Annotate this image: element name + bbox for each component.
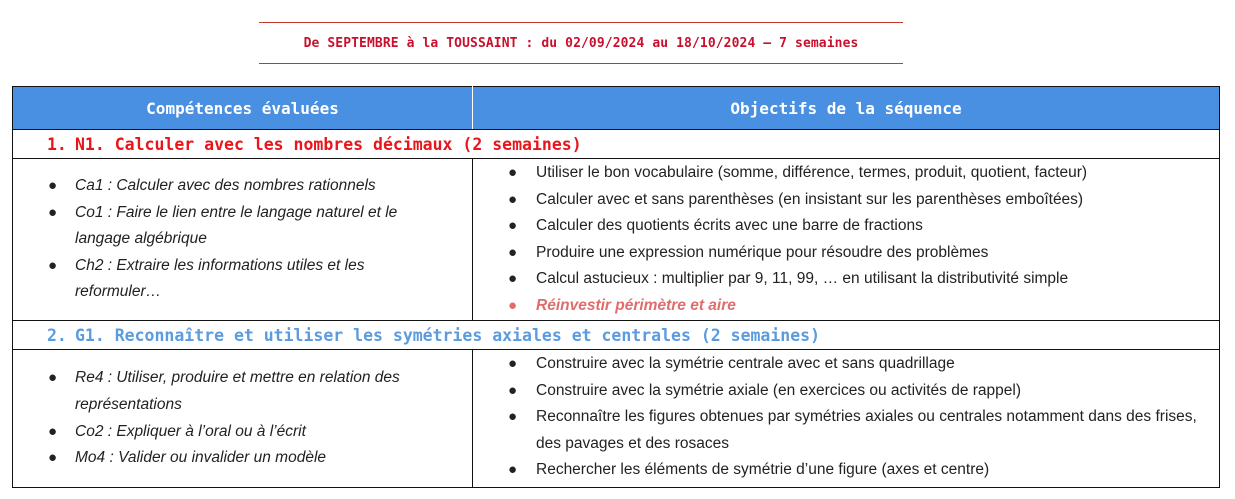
list-item: ● Calcul astucieux : multiplier par 9, 11, 99, … en utilisant la distributivité simple <box>536 266 1215 293</box>
competences-cell <box>13 350 473 488</box>
objectifs-cell <box>473 159 1220 321</box>
bullet-icon: ● <box>508 296 518 314</box>
list-item: ● Ch2 : Extraire les informations utiles et les reformuler… <box>75 253 442 306</box>
competences-cell <box>13 159 473 321</box>
competences-list <box>13 173 472 306</box>
bullet-icon: ● <box>48 256 58 274</box>
bullet-icon: ● <box>48 422 58 440</box>
list-item-highlight: ● Réinvestir périmètre et aire <box>536 293 1215 320</box>
section-content-row <box>13 159 1220 321</box>
section-title-row <box>13 321 1220 350</box>
list-item: ● Calculer des quotients écrits avec une barre de fractions <box>536 213 1215 240</box>
bullet-icon: ● <box>508 217 518 235</box>
bullet-icon: ● <box>48 369 58 387</box>
bullet-icon: ● <box>508 381 518 399</box>
bullet-icon: ● <box>508 355 518 372</box>
bullet-icon: ● <box>48 177 58 195</box>
competences-list <box>13 365 472 471</box>
section-title-row <box>13 130 1220 159</box>
section-title <box>13 321 1220 350</box>
header-objectifs: Objectifs de la séquence <box>473 87 1220 130</box>
list-item: ● Co2 : Expliquer à l’oral ou à l’écrit <box>75 419 442 446</box>
objectifs-list <box>508 160 1215 320</box>
section-title-text: G1. Reconnaître et utiliser les symétries axiales et centrales (2 semaines) <box>75 325 821 345</box>
list-item: ● Construire avec la symétrie axiale (en exercices ou activités de rappel) <box>536 378 1215 405</box>
bullet-icon: ● <box>508 164 518 181</box>
section-title <box>13 130 1220 159</box>
section-number: 1. <box>47 134 67 154</box>
header-competences: Compétences évaluées <box>13 87 473 130</box>
list-item: ● Rechercher les éléments de symétrie d’une figure (axes et centre) <box>536 457 1215 484</box>
list-item: ● Re4 : Utiliser, produire et mettre en relation des représentations <box>75 365 442 418</box>
section-title-text: N1. Calculer avec les nombres décimaux (2 semaines) <box>75 134 582 154</box>
bullet-icon: ● <box>508 270 518 288</box>
list-item: ● Produire une expression numérique pour résoudre des problèmes <box>536 240 1215 267</box>
objectifs-list <box>508 351 1215 484</box>
list-item: ● Calculer avec et sans parenthèses (en insistant sur les parenthèses emboîtées) <box>536 187 1215 214</box>
bullet-icon: ● <box>508 408 518 426</box>
period-banner: De SEPTEMBRE à la TOUSSAINT : du 02/09/2024 au 18/10/2024 – 7 semaines <box>259 22 903 64</box>
bullet-icon: ● <box>48 203 58 221</box>
list-item: ● Ca1 : Calculer avec des nombres rationnels <box>75 173 442 200</box>
bullet-icon: ● <box>48 449 58 467</box>
bullet-icon: ● <box>508 190 518 208</box>
list-item: ● Mo4 : Valider ou invalider un modèle <box>75 445 442 472</box>
section-content-row <box>13 350 1220 488</box>
section-number: 2. <box>47 325 67 345</box>
list-item: ● Construire avec la symétrie centrale avec et sans quadrillage <box>536 351 1215 378</box>
objectifs-cell <box>473 350 1220 488</box>
table-header-row <box>13 87 1220 130</box>
bullet-icon: ● <box>508 243 518 261</box>
bullet-icon: ● <box>508 461 518 479</box>
list-item: ● Reconnaître les figures obtenues par symétries axiales ou centrales notamment dans des frises, des pavages et des rosaces <box>536 404 1215 457</box>
programme-table <box>12 86 1220 488</box>
list-item: ● Co1 : Faire le lien entre le langage naturel et le langage algébrique <box>75 200 442 253</box>
list-item: ● Utiliser le bon vocabulaire (somme, différence, termes, produit, quotient, facteur) <box>536 160 1215 187</box>
